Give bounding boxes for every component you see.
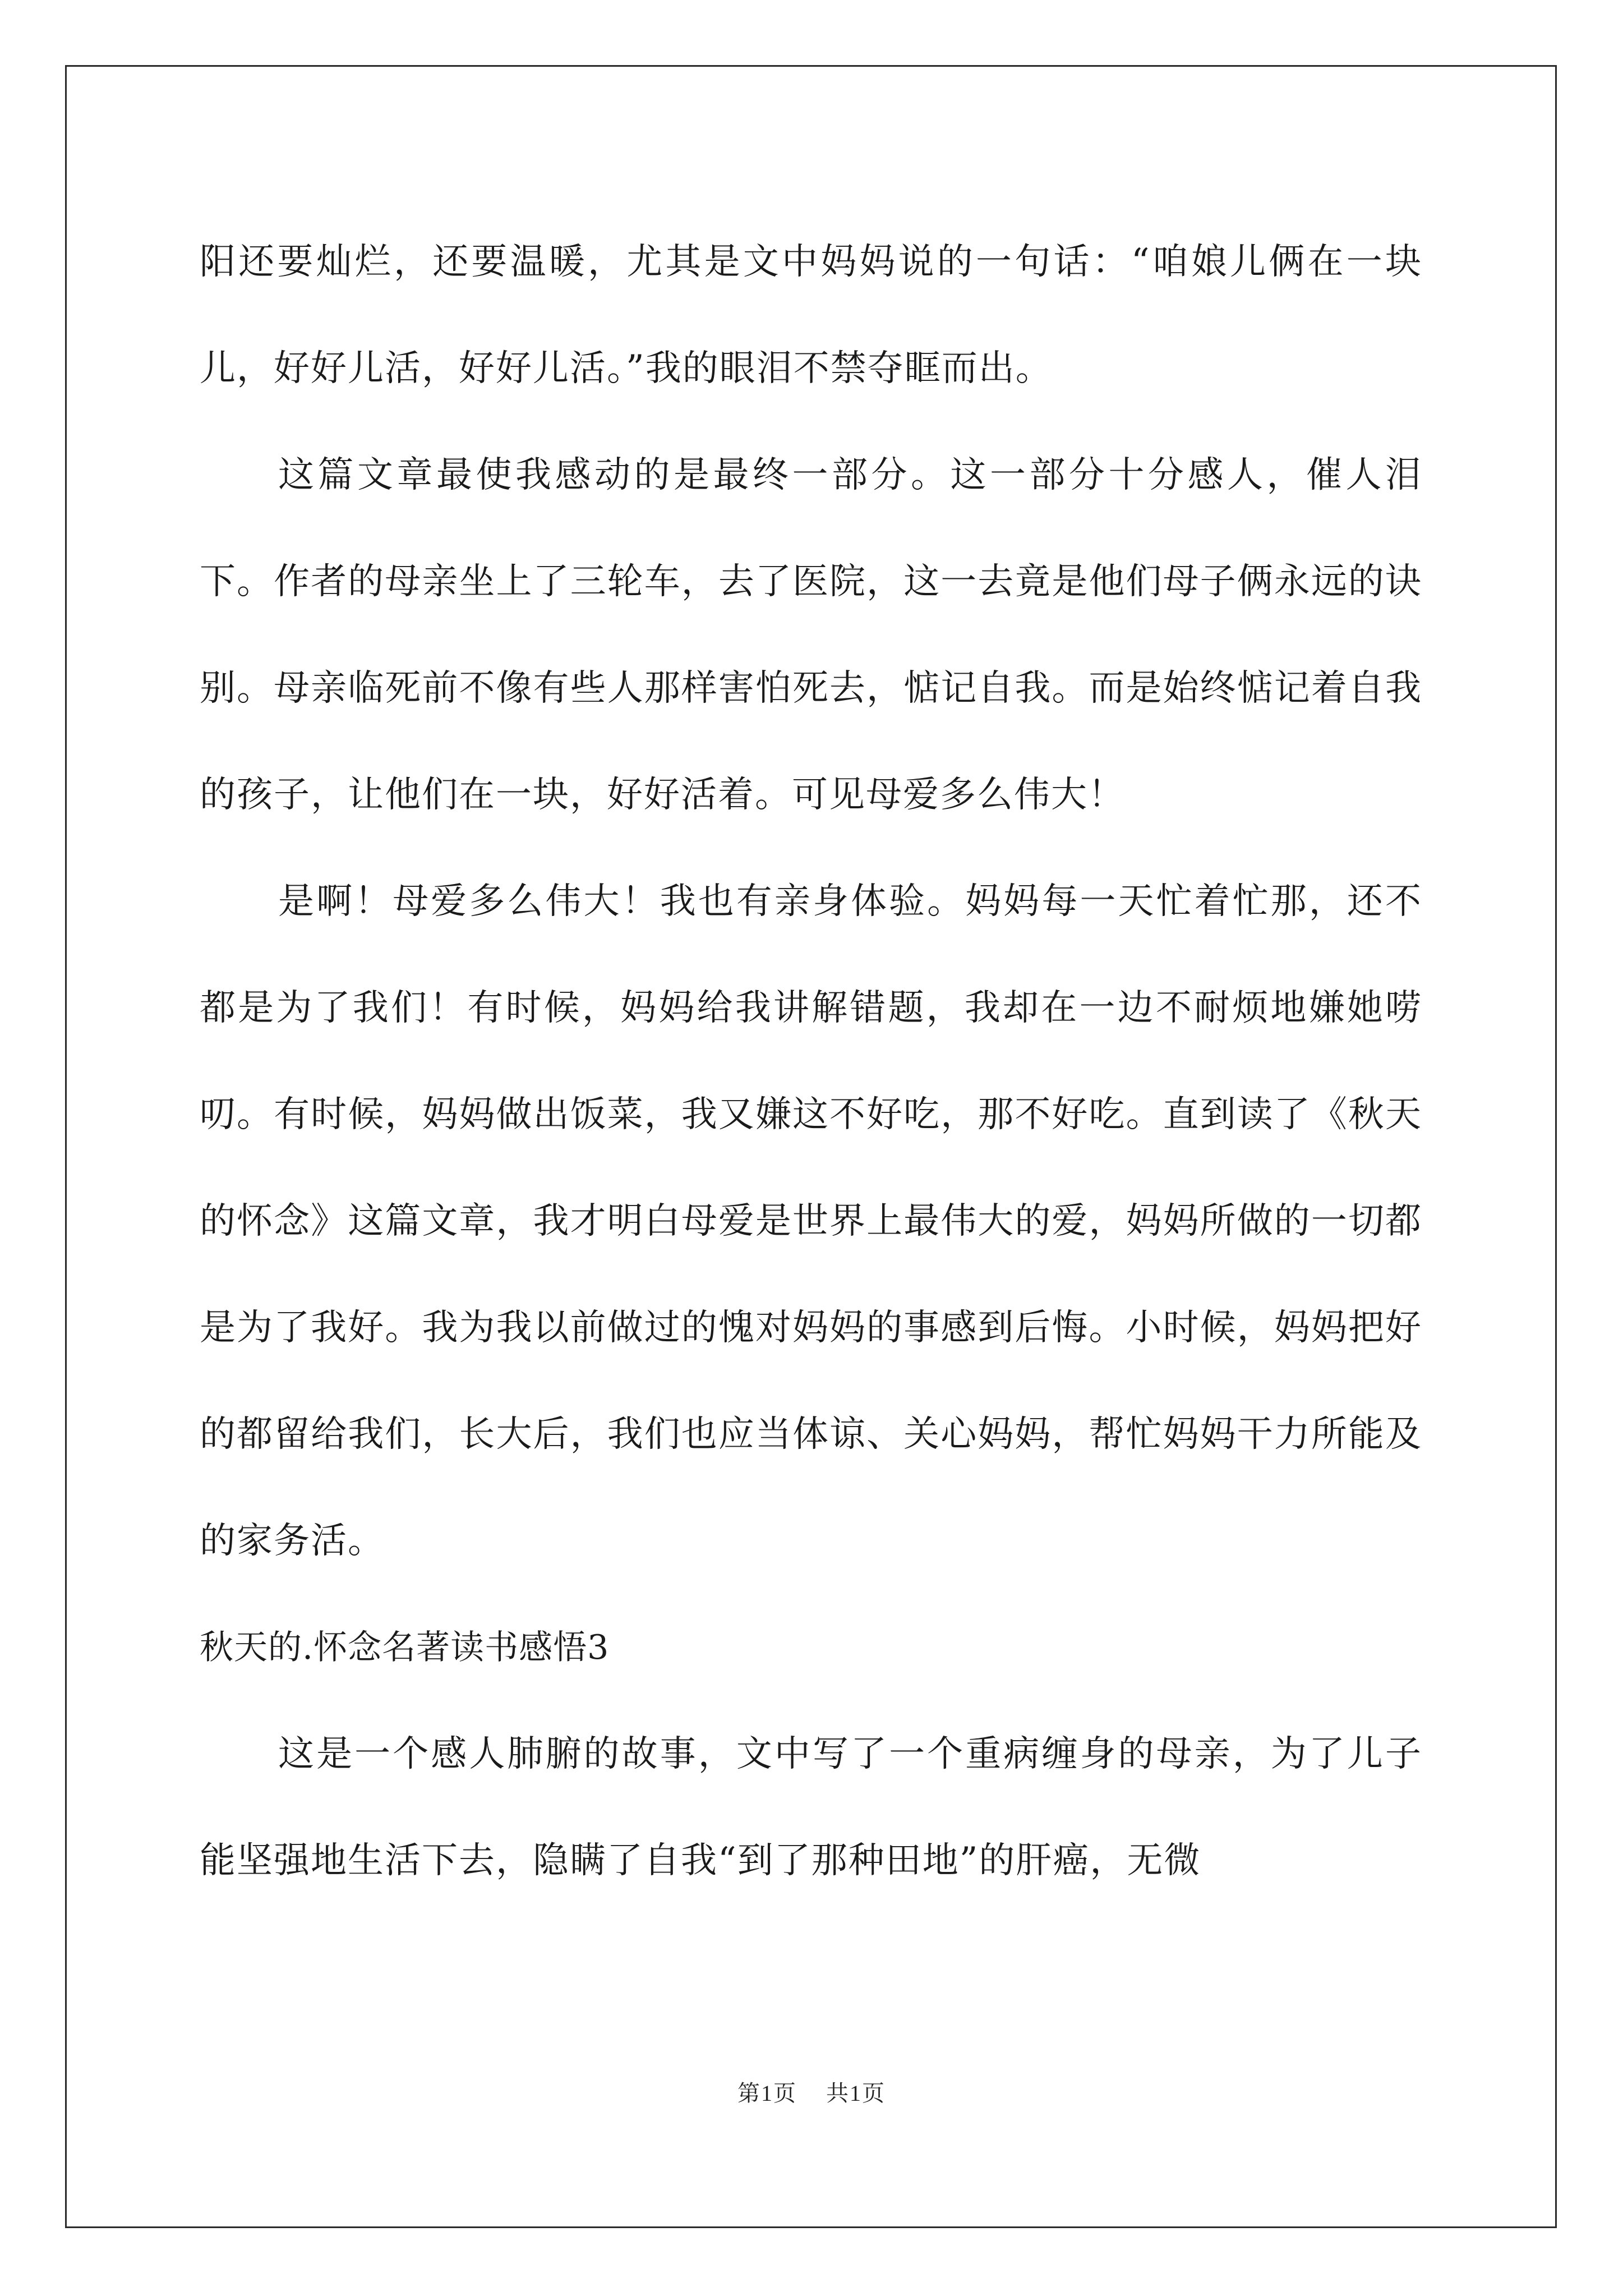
page-total: 共1页: [826, 2081, 886, 2106]
paragraph-3: 是啊！母爱多么伟大！我也有亲身体验。妈妈每一天忙着忙那，还不都是为了我们！有时候，妈妈给我讲解错题，我却在一边不耐烦地嫌她唠叨。有时候，妈妈做出饭菜，我又嫌这不好吃，那不好吃。直到读了《秋天的怀念》这篇文章，我才明白母爱是世界上最伟大的爱，妈妈所做的一切都是为了我好。我为我以前做过的愧对妈妈的事感到后悔。小时候，妈妈把好的都留给我们，长大后，我们也应当体谅、关心妈妈，帮忙妈妈干力所能及的家务活。: [200, 881, 1422, 1562]
section-heading: 秋天的.怀念名著读书感悟3: [200, 1628, 610, 1667]
paragraph-2: 这篇文章最使我感动的是最终一部分。这一部分十分感人，催人泪下。作者的母亲坐上了三轮车，去了医院，这一去竟是他们母子俩永远的诀别。母亲临死前不像有些人那样害怕死去，惦记自我。而是始终惦记着自我的孩子，让他们在一块，好好活着。可见母爱多么伟大！: [200, 454, 1422, 816]
document-body: [200, 209, 1422, 1914]
page-number: 第1页: [737, 2081, 797, 2106]
paragraph-1: 阳还要灿烂，还要温暖，尤其是文中妈妈说的一句话：“咱娘儿俩在一块儿，好好儿活，好好儿活。”我的眼泪不禁夺眶而出。: [200, 241, 1422, 389]
paragraph-4: 这是一个感人肺腑的故事，文中写了一个重病缠身的母亲，为了儿子能坚强地生活下去，隐瞒了自我“到了那种田地”的肝癌，无微: [200, 1733, 1422, 1881]
page-footer: [0, 2076, 1623, 2108]
